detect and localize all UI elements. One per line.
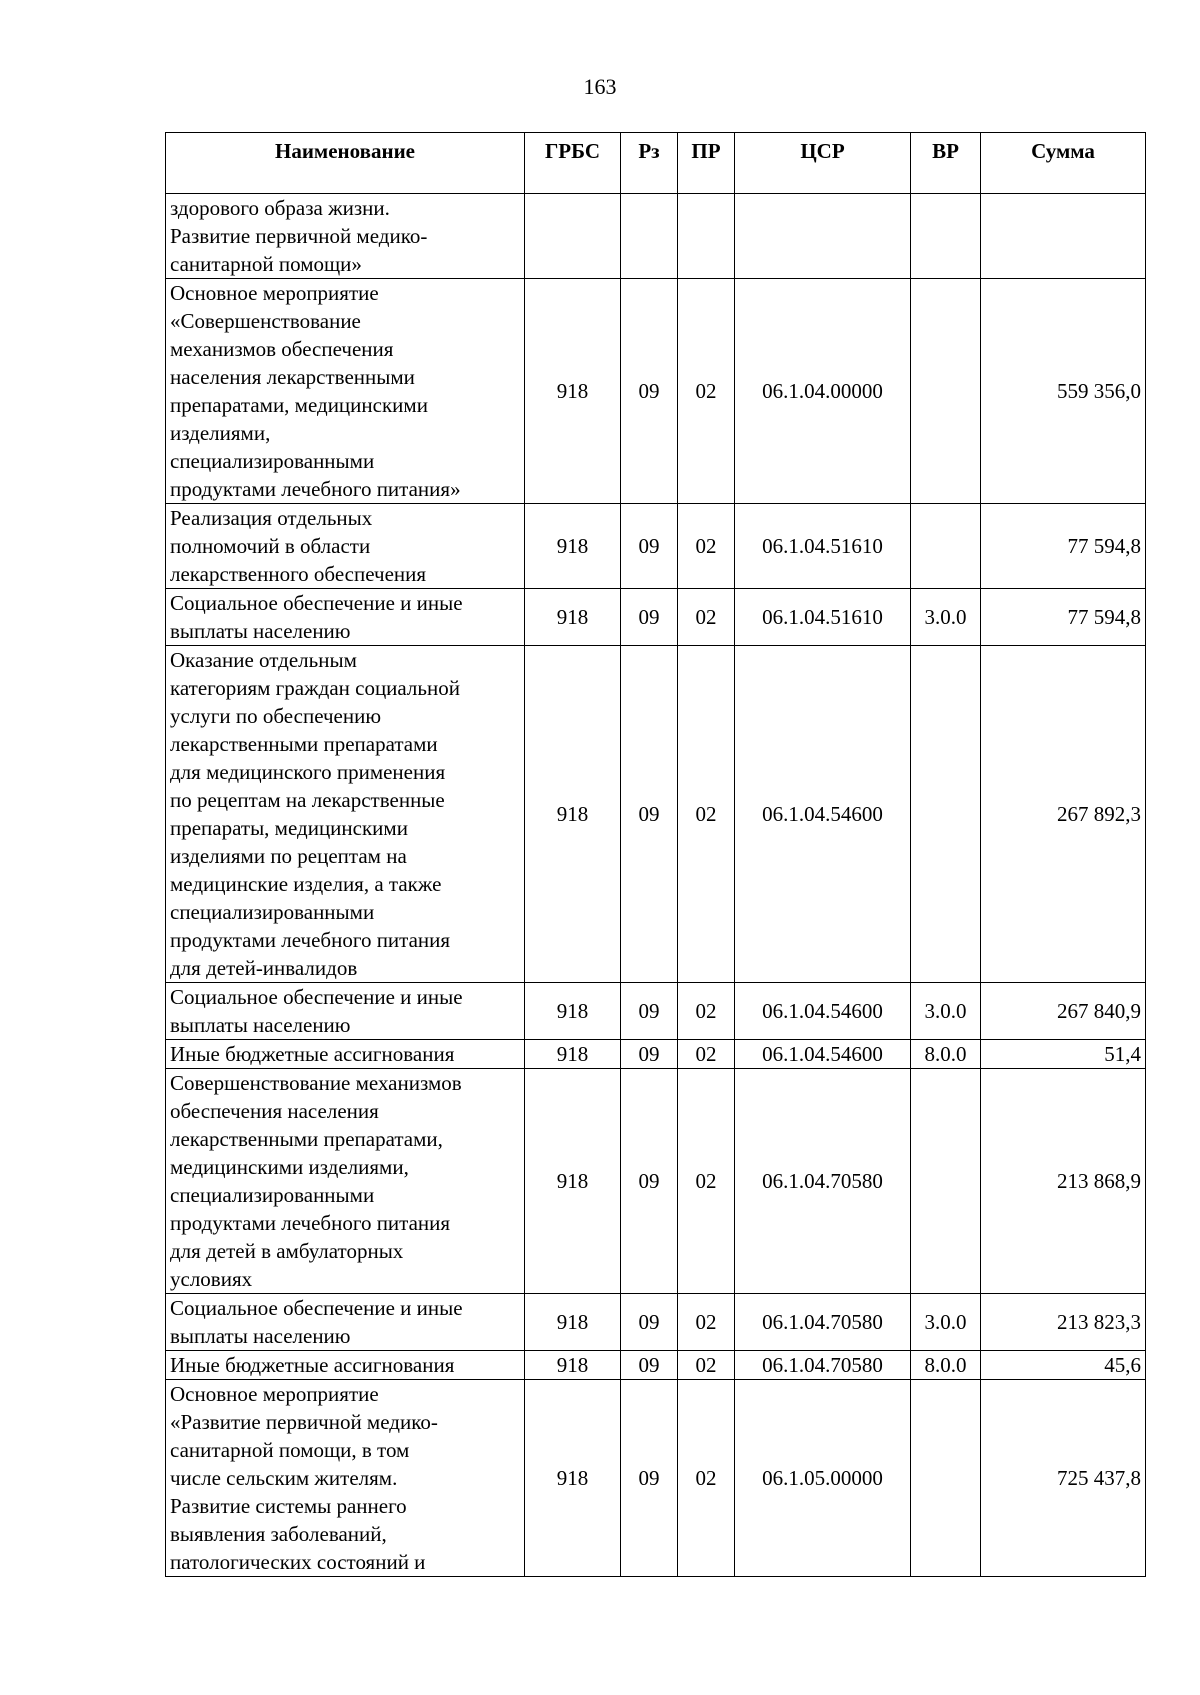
cell-vr [911,646,981,983]
cell-name [166,1351,525,1380]
cell-name-line: выявления заболеваний, [170,1522,387,1546]
cell-grbs: 918 [525,1380,621,1577]
header-csr: ЦСР [735,133,911,194]
cell-rz [621,194,678,279]
cell-pr: 02 [678,1380,735,1577]
header-name: Наименование [166,133,525,194]
cell-vr [911,1380,981,1577]
cell-name-line: Социальное обеспечение и иные [170,985,463,1009]
cell-rz: 09 [621,646,678,983]
header-pr: ПР [678,133,735,194]
cell-name-line: числе сельским жителям. [170,1466,398,1490]
cell-sum: 213 868,9 [981,1069,1146,1294]
cell-name-line: Социальное обеспечение и иные [170,591,463,615]
cell-vr [911,504,981,589]
table-row [166,1351,1146,1380]
cell-name-line: специализированными [170,1183,375,1207]
cell-vr [911,1069,981,1294]
cell-name-line: продуктами лечебного питания [170,928,451,952]
table-header-row [166,133,1146,194]
table-row [166,1040,1146,1069]
cell-name [166,194,525,279]
cell-sum: 51,4 [981,1040,1146,1069]
cell-vr: 3.0.0 [911,1294,981,1351]
cell-sum: 77 594,8 [981,504,1146,589]
cell-sum: 45,6 [981,1351,1146,1380]
cell-name-line: Социальное обеспечение и иные [170,1296,463,1320]
budget-table [165,132,1146,1577]
cell-name [166,589,525,646]
header-grbs: ГРБС [525,133,621,194]
cell-name-line: лекарственными препаратами [170,732,438,756]
header-sum: Сумма [981,133,1146,194]
cell-grbs: 918 [525,1351,621,1380]
cell-grbs: 918 [525,1040,621,1069]
cell-grbs: 918 [525,279,621,504]
cell-name-line: «Совершенствование [170,309,361,333]
table-row [166,1069,1146,1294]
cell-csr: 06.1.04.70580 [735,1069,911,1294]
cell-pr: 02 [678,1351,735,1380]
cell-name-line: изделиями по рецептам на [170,844,407,868]
table-row [166,504,1146,589]
cell-name-line: продуктами лечебного питания [170,1211,451,1235]
cell-name-line: продуктами лечебного питания» [170,477,461,501]
cell-name-line: Оказание отдельным [170,648,357,672]
cell-name-line: лекарственными препаратами, [170,1127,443,1151]
cell-pr: 02 [678,1040,735,1069]
cell-name-line: медицинские изделия, а также [170,872,442,896]
cell-name-line: препараты, медицинскими [170,816,408,840]
cell-name-line: медицинскими изделиями, [170,1155,409,1179]
cell-vr [911,279,981,504]
cell-rz: 09 [621,1294,678,1351]
table-row [166,279,1146,504]
cell-sum: 725 437,8 [981,1380,1146,1577]
cell-name-line: Совершенствование механизмов [170,1071,462,1095]
cell-pr: 02 [678,1294,735,1351]
cell-rz: 09 [621,504,678,589]
cell-sum: 267 840,9 [981,983,1146,1040]
table-row [166,1380,1146,1577]
cell-name-line: здорового образа жизни. [170,196,390,220]
cell-csr: 06.1.04.54600 [735,1040,911,1069]
cell-name [166,1294,525,1351]
cell-pr: 02 [678,983,735,1040]
cell-name-line: населения лекарственными [170,365,415,389]
header-vr: ВР [911,133,981,194]
cell-vr [911,194,981,279]
table-row [166,589,1146,646]
cell-name-line: полномочий в области [170,534,371,558]
cell-name-line: Реализация отдельных [170,506,373,530]
cell-csr: 06.1.04.51610 [735,504,911,589]
cell-name-line: лекарственного обеспечения [170,562,427,586]
cell-name-line: Развитие первичной медико- [170,224,428,248]
cell-name [166,1380,525,1577]
cell-rz: 09 [621,279,678,504]
cell-csr: 06.1.04.70580 [735,1294,911,1351]
cell-name-line: по рецептам на лекарственные [170,788,445,812]
cell-vr: 8.0.0 [911,1351,981,1380]
cell-grbs: 918 [525,646,621,983]
table-row [166,194,1146,279]
cell-grbs: 918 [525,589,621,646]
cell-name-line: Иные бюджетные ассигнования [170,1353,455,1377]
cell-grbs: 918 [525,1069,621,1294]
cell-csr: 06.1.04.54600 [735,983,911,1040]
cell-rz: 09 [621,1040,678,1069]
cell-vr: 3.0.0 [911,589,981,646]
cell-pr: 02 [678,279,735,504]
cell-rz: 09 [621,1351,678,1380]
cell-rz: 09 [621,983,678,1040]
cell-csr [735,194,911,279]
table-body [166,194,1146,1577]
cell-csr: 06.1.04.54600 [735,646,911,983]
cell-name-line: патологических состояний и [170,1550,426,1574]
header-rz: Рз [621,133,678,194]
cell-grbs: 918 [525,504,621,589]
cell-sum: 559 356,0 [981,279,1146,504]
cell-vr: 8.0.0 [911,1040,981,1069]
cell-name-line: препаратами, медицинскими [170,393,428,417]
cell-name-line: для детей-инвалидов [170,956,358,980]
cell-csr: 06.1.04.51610 [735,589,911,646]
cell-name-line: «Развитие первичной медико- [170,1410,438,1434]
cell-name-line: для детей в амбулаторных [170,1239,404,1263]
cell-pr: 02 [678,1069,735,1294]
cell-grbs: 918 [525,1294,621,1351]
cell-name-line: изделиями, [170,421,271,445]
cell-name [166,504,525,589]
cell-name-line: санитарной помощи» [170,252,362,276]
cell-name-line: для медицинского применения [170,760,446,784]
cell-name-line: Основное мероприятие [170,281,379,305]
cell-pr: 02 [678,504,735,589]
cell-name-line: санитарной помощи, в том [170,1438,410,1462]
cell-pr: 02 [678,589,735,646]
cell-sum: 267 892,3 [981,646,1146,983]
cell-rz: 09 [621,1380,678,1577]
cell-name [166,1069,525,1294]
cell-csr: 06.1.04.00000 [735,279,911,504]
cell-sum: 77 594,8 [981,589,1146,646]
cell-vr: 3.0.0 [911,983,981,1040]
cell-name-line: обеспечения населения [170,1099,379,1123]
cell-name [166,646,525,983]
cell-name [166,1040,525,1069]
cell-rz: 09 [621,589,678,646]
table-row [166,1294,1146,1351]
cell-name-line: выплаты населению [170,1013,351,1037]
cell-pr [678,194,735,279]
cell-grbs: 918 [525,983,621,1040]
cell-csr: 06.1.04.70580 [735,1351,911,1380]
cell-name-line: условиях [170,1267,253,1291]
cell-pr: 02 [678,646,735,983]
cell-name-line: выплаты населению [170,619,351,643]
cell-name [166,279,525,504]
cell-sum [981,194,1146,279]
cell-name-line: Развитие системы раннего [170,1494,407,1518]
page-number: 163 [583,74,617,99]
cell-name [166,983,525,1040]
cell-name-line: выплаты населению [170,1324,351,1348]
cell-name-line: услуги по обеспечению [170,704,382,728]
cell-rz: 09 [621,1069,678,1294]
cell-name-line: категориям граждан социальной [170,676,460,700]
cell-name-line: специализированными [170,449,375,473]
table-row [166,646,1146,983]
cell-name-line: Иные бюджетные ассигнования [170,1042,455,1066]
cell-sum: 213 823,3 [981,1294,1146,1351]
cell-name-line: Основное мероприятие [170,1382,379,1406]
table-row [166,983,1146,1040]
cell-grbs [525,194,621,279]
cell-name-line: механизмов обеспечения [170,337,394,361]
cell-name-line: специализированными [170,900,375,924]
cell-csr: 06.1.05.00000 [735,1380,911,1577]
